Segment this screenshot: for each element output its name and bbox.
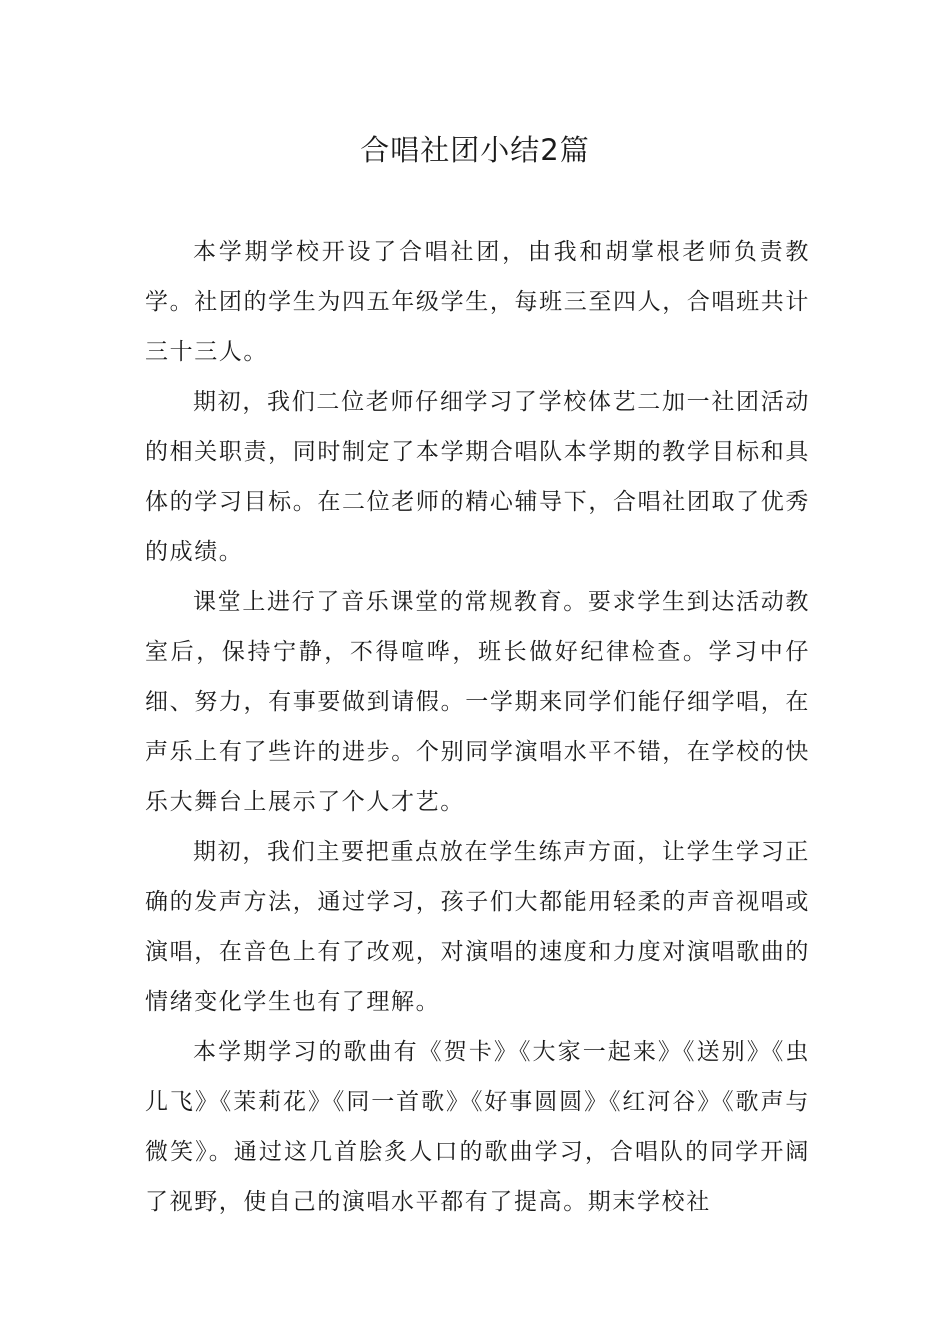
paragraph-1: 本学期学校开设了合唱社团，由我和胡掌根老师负责教学。社团的学生为四五年级学生，每班三至四人，合唱班共计三十三人。 (145, 239, 810, 365)
paragraph-5: 本学期学习的歌曲有《贺卡》《大家一起来》《送别》《虫儿飞》《茉莉花》《同一首歌》《好事圆圆》《红河谷》《歌声与微笑》。通过这几首脍炙人口的歌曲学习，合唱队的同学开阔了视野，使自己的演唱水平都有了提高。期末学校社 (145, 1039, 810, 1215)
paragraph-4: 期初，我们主要把重点放在学生练声方面，让学生学习正确的发声方法，通过学习，孩子们大都能用轻柔的声音视唱或演唱，在音色上有了改观，对演唱的速度和力度对演唱歌曲的情绪变化学生也有了理解。 (145, 839, 810, 1015)
paragraph-2: 期初，我们二位老师仔细学习了学校体艺二加一社团活动的相关职责，同时制定了本学期合唱队本学期的教学目标和具体的学习目标。在二位老师的精心辅导下，合唱社团取了优秀的成绩。 (145, 389, 810, 565)
document-title: 合唱社团小结2篇 (360, 133, 590, 167)
document-body (145, 227, 810, 1227)
paragraph-3: 课堂上进行了音乐课堂的常规教育。要求学生到达活动教室后，保持宁静，不得喧哗，班长做好纪律检查。学习中仔细、努力，有事要做到请假。一学期来同学们能仔细学唱，在声乐上有了些许的进步。个别同学演唱水平不错，在学校的快乐大舞台上展示了个人才艺。 (145, 589, 810, 815)
